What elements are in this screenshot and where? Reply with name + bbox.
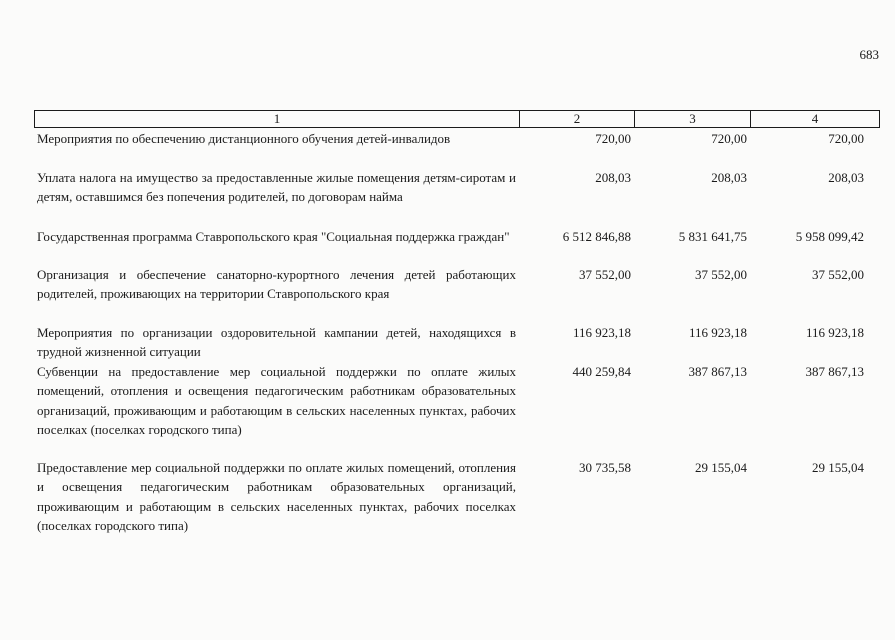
row-value-col-4: 387 867,13 [805,364,864,379]
row-value-col-4: 720,00 [828,131,864,146]
row-description: Уплата налога на имущество за предоставленные жилые помещения детям-сиротам и детям, оставшимся без попечения родителей, по договорам найма [37,170,516,205]
row-description: Государственная программа Ставропольского края "Социальная поддержка граждан" [37,229,510,244]
row-value-col-3: 29 155,04 [695,460,747,475]
table-header-col-4: 4 [811,111,819,126]
row-value-col-3: 208,03 [711,170,747,185]
row-value-col-2: 6 512 846,88 [562,229,631,244]
row-description: Предоставление мер социальной поддержки по оплате жилых помещений, отопления и освещения педагогическим работникам образовательных организаций, проживающим и работающим в сельских населенных пунктах, рабочих поселках (поселках городского типа) [37,460,516,533]
row-value-col-3: 37 552,00 [695,267,747,282]
row-description: Субвенции на предоставление мер социальной поддержки по оплате жилых помещений, отопления и освещения педагогическим работникам образовательных организаций, проживающим и работающим в сельских населенных пунктах, рабочих поселках (поселках городского типа) [37,364,516,437]
row-value-col-2: 720,00 [595,131,631,146]
page-number: 683 [859,47,879,62]
row-value-col-4: 116 923,18 [805,325,864,340]
row-value-col-2: 37 552,00 [579,267,631,282]
row-value-col-3: 720,00 [711,131,747,146]
row-description: Мероприятия по организации оздоровительной кампании детей, находящихся в трудной жизненной ситуации [37,325,516,360]
table-header-col-1: 1 [35,111,520,127]
row-value-col-2: 440 259,84 [572,364,631,379]
row-value-col-4: 208,03 [828,170,864,185]
row-value-col-2: 208,03 [595,170,631,185]
row-description: Мероприятия по обеспечению дистанционного обучения детей-инвалидов [37,131,451,146]
table-header-col-3: 3 [635,111,751,127]
table-header-col-2: 2 [520,111,635,127]
row-value-col-4: 37 552,00 [812,267,864,282]
row-value-col-4: 29 155,04 [812,460,864,475]
row-description: Организация и обеспечение санаторно-курортного лечения детей работающих родителей, проживающих на территории Ставропольского края [37,267,516,302]
row-value-col-4: 5 958 099,42 [795,229,864,244]
row-value-col-3: 5 831 641,75 [678,229,747,244]
table-header-row [34,110,880,128]
row-value-col-3: 116 923,18 [688,325,747,340]
row-value-col-2: 30 735,58 [579,460,631,475]
row-value-col-2: 116 923,18 [572,325,631,340]
row-value-col-3: 387 867,13 [688,364,747,379]
